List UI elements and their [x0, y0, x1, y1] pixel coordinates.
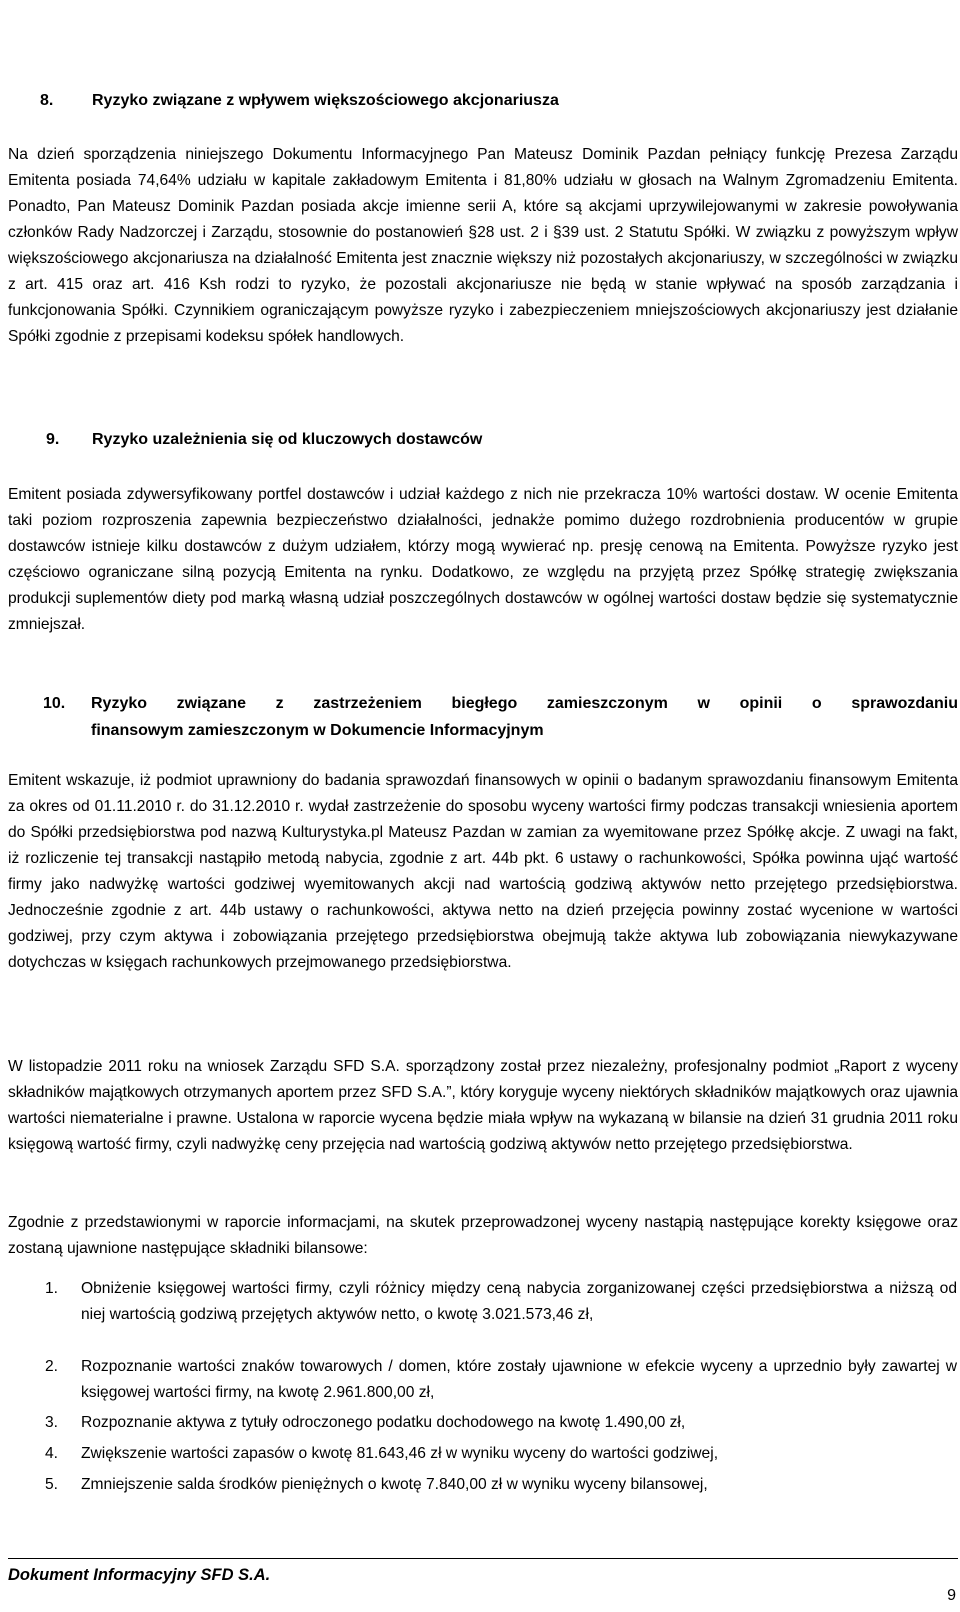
list-number: 5.	[45, 1476, 59, 1493]
section-title-line-2: finansowym zamieszczonym w Dokumencie Informacyjnym	[91, 722, 544, 739]
footer-divider	[8, 1558, 958, 1559]
section-number: 8.	[40, 92, 54, 109]
list-number: 2.	[45, 1358, 59, 1375]
section-title: Ryzyko uzależnienia się od kluczowych dostawców	[92, 431, 483, 448]
list-text: Rozpoznanie wartości znaków towarowych / domen, które zostały ujawnione w efekcie wyceny a uprzednio były zawartej w księgowej wartości firmy, na kwotę 2.961.800,00 zł,	[81, 1358, 957, 1401]
section-10-paragraph-3: Zgodnie z przedstawionymi w raporcie informacjami, na skutek przeprowadzonej wyceny nastąpią następujące korekty księgowe oraz zostaną ujawnione następujące składniki bilansowe:	[8, 1214, 958, 1257]
list-number: 3.	[45, 1414, 59, 1431]
section-10-paragraph-2: W listopadzie 2011 roku na wniosek Zarządu SFD S.A. sporządzony został przez niezależny, profesjonalny podmiot „Raport z wyceny składników majątkowych otrzymanych aportem przez SFD S.A.”, który koryguje wyceny niektórych składników majątkowych oraz ujawnia wartości niematerialne i prawne. Ustalona w raporcie wycena będzie miała wpływ na wykazaną w bilansie na dzień 31 grudnia 2011 roku księgową wartość firmy, czyli nadwyżkę ceny przejęcia nad wartością godziwą aktywów netto przejętego przedsiębiorstwa.	[8, 1058, 958, 1153]
section-8-paragraph: Na dzień sporządzenia niniejszego Dokumentu Informacyjnego Pan Mateusz Dominik Pazdan pełniący funkcję Prezesa Zarządu Emitenta posiada 74,64% udziału w kapitale zakładowym Emitenta i 81,80% udziału w głosach na Walnym Zgromadzeniu Emitenta. Ponadto, Pan Mateusz Dominik Pazdan posiada akcje imienne serii A, które są akcjami uprzywilejowanymi w zakresie powoływania członków Rady Nadzorczej i Zarządu, stosownie do postanowień §28 ust. 2 i §39 ust. 2 Statutu Spółki. W związku z powyższym wpływ większościowego akcjonariusza na działalność Emitenta jest znacznie większy niż pozostałych akcjonariuszy, w szczególności w związku z art. 415 oraz art. 416 Ksh rodzi to ryzyko, że pozostali akcjonariusze nie będą w stanie wpływać na sposób zarządzania i funkcjonowania Spółki. Czynnikiem ograniczającym powyższe ryzyko i zabezpieczeniem mniejszościowych akcjonariuszy jest działanie Spółki zgodnie z przepisami kodeksu spółek handlowych.	[8, 146, 958, 345]
section-10-paragraph-1: Emitent wskazuje, iż podmiot uprawniony do badania sprawozdań finansowych w opinii o badanym sprawozdaniu finansowym Emitenta za okres od 01.11.2010 r. do 31.12.2010 r. wydał zastrzeżenie do sposobu wyceny wartości firmy podczas transakcji wniesienia aportem do Spółki przedsiębiorstwa pod nazwą Kulturystyka.pl Mateusz Pazdan w zamian za wyemitowane przez Spółkę akcje. Z uwagi na fakt, iż rozliczenie tej transakcji nastąpiło metodą nabycia, zgodnie z art. 44b pkt. 6 ustawy o rachunkowości, Spółka powinna ująć wartość firmy jako nadwyżkę wartości godziwej wyemitowanych akcji nad wartością godziwą aktywów netto przejętego przedsiębiorstwa. Jednocześnie zgodnie z art. 44b ustawy o rachunkowości, aktywa netto na dzień przejęcia powinny zostać wycenione w wartości godziwej, przy czym aktywa i zobowiązania przejętego przedsiębiorstwa obejmują także aktywa lub zobowiązania niewykazywane dotychczas w księgach rachunkowych przejmowanego przedsiębiorstwa.	[8, 772, 958, 971]
list-text: Obniżenie księgowej wartości firmy, czyli różnicy między ceną nabycia zorganizowanej części przedsiębiorstwa a niższą od niej wartością godziwą przejętych aktywów netto, o kwotę 3.021.573,46 zł,	[81, 1280, 957, 1323]
footer-title: Dokument Informacyjny SFD S.A.	[8, 1566, 271, 1584]
section-number: 9.	[46, 431, 60, 448]
list-number: 4.	[45, 1445, 59, 1462]
section-title-line-1: Ryzyko związane z zastrzeżeniem biegłego zamieszczonym w opinii o sprawozdaniu	[91, 695, 958, 712]
section-9-paragraph: Emitent posiada zdywersyfikowany portfel dostawców i udział każdego z nich nie przekracza 10% wartości dostaw. W ocenie Emitenta taki poziom rozproszenia zapewnia bezpieczeństwo działalności, jednakże pomimo dużego rozdrobnienia producentów w grupie dostawców istnieje kilku dostawców z dużym udziałem, którzy mogą wywierać np. presję cenową na Emitenta. Powyższe ryzyko jest częściowo ograniczane silną pozycją Emitenta na rynku. Dodatkowo, ze względu na przyjętą przez Spółkę strategię zwiększania produkcji suplementów diety pod marką własną udział poszczególnych dostawców w ogólnej wartości dostaw będzie się systematycznie zmniejszał.	[8, 486, 958, 633]
list-number: 1.	[45, 1280, 59, 1297]
page-number: 9	[947, 1587, 956, 1604]
section-10-heading	[43, 690, 958, 744]
section-number: 10.	[43, 695, 66, 712]
list-text: Zwiększenie wartości zapasów o kwotę 81.643,46 zł w wyniku wyceny do wartości godziwej,	[81, 1445, 719, 1462]
section-title: Ryzyko związane z wpływem większościowego akcjonariusza	[92, 92, 559, 109]
list-text: Zmniejszenie salda środków pieniężnych o kwotę 7.840,00 zł w wyniku wyceny bilansowej,	[81, 1476, 708, 1493]
list-text: Rozpoznanie aktywa z tytuły odroczonego podatku dochodowego na kwotę 1.490,00 zł,	[81, 1414, 686, 1431]
